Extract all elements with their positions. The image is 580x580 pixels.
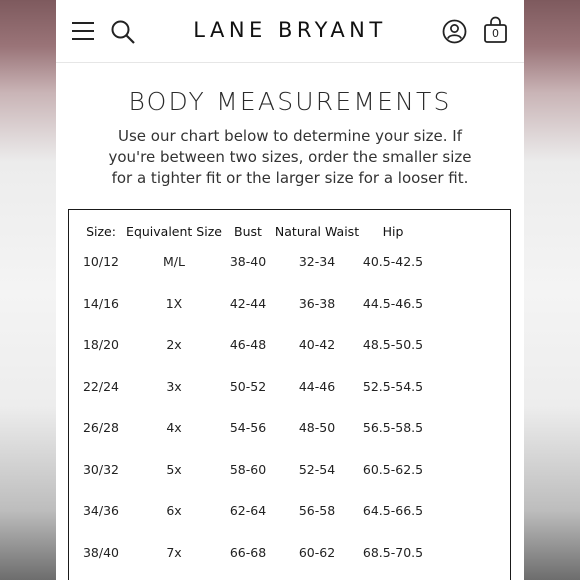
cell-size: 22/24 (82, 379, 120, 394)
cell-bust: 66-68 (229, 545, 267, 560)
cell-hip: 52.5-54.5 (362, 379, 424, 394)
size-chart-table (68, 209, 511, 580)
cell-hip: 44.5-46.5 (362, 296, 424, 311)
cell-size: 14/16 (82, 296, 120, 311)
cell-bust: 38-40 (229, 254, 267, 269)
cell-size: 38/40 (82, 545, 120, 560)
cell-bust: 42-44 (229, 296, 267, 311)
cell-hip: 48.5-50.5 (362, 337, 424, 352)
cell-size: 10/12 (82, 254, 120, 269)
column-header-equivalent-size: Equivalent Size (126, 224, 222, 239)
account-icon[interactable] (442, 19, 467, 44)
cell-bust: 46-48 (229, 337, 267, 352)
column-header-natural-waist: Natural Waist (274, 224, 360, 239)
cell-hip: 56.5-58.5 (362, 420, 424, 435)
cell-natural-waist: 52-54 (298, 462, 336, 477)
cell-bust: 50-52 (229, 379, 267, 394)
description-line: Use our chart below to determine your size. If (118, 127, 462, 145)
cell-hip: 64.5-66.5 (362, 503, 424, 518)
cell-equivalent-size: 4x (166, 420, 182, 435)
cell-equivalent-size: 2x (166, 337, 182, 352)
page-title: BODY MEASUREMENTS (128, 87, 452, 116)
cell-equivalent-size: 7x (166, 545, 182, 560)
cell-equivalent-size: 5x (166, 462, 182, 477)
cell-bust: 62-64 (229, 503, 267, 518)
column-header-bust: Bust (234, 224, 262, 239)
cell-size: 26/28 (82, 420, 120, 435)
cell-size: 34/36 (82, 503, 120, 518)
cell-equivalent-size: 6x (166, 503, 182, 518)
cell-equivalent-size: M/L (163, 254, 185, 269)
cell-hip: 60.5-62.5 (362, 462, 424, 477)
brand-logo[interactable]: LANE BRYANT (193, 18, 387, 42)
cart-count-badge: 0 (492, 27, 499, 40)
column-header-size: Size: (86, 224, 116, 239)
cell-natural-waist: 60-62 (298, 545, 336, 560)
cell-bust: 58-60 (229, 462, 267, 477)
page-description (96, 126, 484, 189)
cell-size: 18/20 (82, 337, 120, 352)
cell-hip: 40.5-42.5 (362, 254, 424, 269)
cell-equivalent-size: 1X (165, 296, 183, 311)
cell-natural-waist: 48-50 (298, 420, 336, 435)
cell-bust: 54-56 (229, 420, 267, 435)
cell-natural-waist: 44-46 (298, 379, 336, 394)
cell-natural-waist: 56-58 (298, 503, 336, 518)
description-line: for a tighter fit or the larger size for a looser fit. (111, 169, 469, 187)
description-line: you're between two sizes, order the smaller size (108, 148, 472, 166)
column-header-hip: Hip (382, 224, 404, 239)
cell-hip: 68.5-70.5 (362, 545, 424, 560)
site-header (56, 0, 524, 63)
cell-equivalent-size: 3x (166, 379, 182, 394)
phone-screen (56, 0, 524, 580)
cell-size: 30/32 (82, 462, 120, 477)
cart-button[interactable] (483, 16, 508, 44)
cell-natural-waist: 36-38 (298, 296, 336, 311)
cell-natural-waist: 40-42 (298, 337, 336, 352)
cell-natural-waist: 32-34 (298, 254, 336, 269)
